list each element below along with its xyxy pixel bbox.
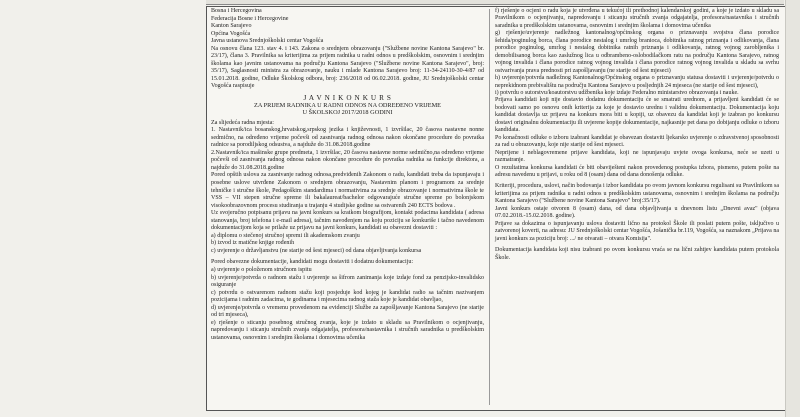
- extra-doc-item: c) potvrdu o ostvarenom radnom stažu koji posjeduje kod kojeg je kandidat radio sa tačnim nazivanjem pozicijama i radnim zadacima, te godinama i mjesecima radnog staža koje je kandidat obavljao,: [211, 289, 484, 304]
- header-block: [211, 8, 484, 46]
- deadline-paragraph: Javni konkurs ostaje otvoren 8 (osam) dana, od dana objavljivanja u dnevnom listu „Dnevni avaz" (objava 07.02.2018.-15.02.2018. godine).: [495, 205, 779, 220]
- header-line: Javna ustanova Srednjoškolski centar Vogošća: [211, 38, 324, 45]
- column-divider: [489, 9, 490, 405]
- incomplete-applications-paragraph: Neprijene i neblagovremene prijave kandidata, koji ne ispunjavaju uvjete ovoga konkursa, neće se uzeti u razmatranje.: [495, 149, 779, 164]
- header-line: Kanton Sarajevo: [211, 23, 252, 30]
- scoring-paragraph: Prijava kandidati koji nije dostavio dodatnu dokumentaciju će se smatrati urednom, a prijavljeni kandidati će se bodovati samo po osnovu onih kriterija za koje je dostavio urednu i validnu dokumentaciju. Dokumentacija koju kandidat dostavlja uz prijavu na konkurs mora biti u kopiji, uz obavezu da kandidat koji je izabran po konkursu dostavi originalnu dokumentaciju ili uvjerene kopije dokumentacije, najkasnije pet dana po dobijanju odluke o izboru kandidata.: [495, 97, 779, 134]
- position-item: 1. Nastavnik/ica bosanskog,hrvatskog,srpskog jezika i književnosti, 1 izvršilac, 20 časova nastavne nonne sedmično, na određeno vrijeme počevši od zasnivanja radnog odnosa nakon okončane procedure do povratka radnice sa porodiljskog odsustva, a najduže do 31.08.2018.godine: [211, 127, 484, 149]
- application-paragraph: Uz svojeručno potpisanu prijavu na javni konkurs sa kratkom biografijom, kontakt podacima kandidata ( adresa stanovanja, broj telefona i e-mail adresa), tačnim navođenjem na koju poziciju se konkuriše i tačno navedenom dokumentacijom koja se prilaže uz prijavu na javni konkurs, kandidati su obavezni dostaviti :: [211, 210, 484, 232]
- required-doc-item: b) izvod iz matične knjige rođenih: [211, 240, 295, 247]
- previous-article-edge: [206, 0, 784, 5]
- announcement-subtitle: ZA PRIJEM RADNIKA U RADNI ODNOS NA ODREĐENO VRIJEME: [253, 102, 442, 110]
- conditions-paragraph: Pored opštih uslova za zasnivanje radnog odnosa,predviđenih Zakonom o radu, kandidati treba da ispunjavaju i posebne uslove utvrđene Zakonom o srednjem obrazovanju, Nastavnim planom i programom za srednje tehničke i stručne škole, Pedagoškim standardima i normativima za srednje obrazovanje i normativima škole te VSS – VII stepen stručne spreme ili bakalaureat/bachelor odgovarajuće stručne spreme po bolonjskom visokoobrazovnom procesu studiranja u trajanju 4 studijske godine sa ostvarenih 240 ECTS bodova .: [211, 172, 484, 209]
- medical-certificate-paragraph: Po konačnosti odluke o izboru izabrani kandidat je obavezan dostaviti ljekarsko uvjerenje o zdravstvenoj sposobnosti za rad u obrazovanju, koje nije starije od šest mjeseci.: [495, 134, 779, 149]
- document-item: h) uvjerenje/potvrda nadležnog Kantonalnog/Općinskog organa o priznavanju statusa dostaviti i uvjerenje/potvrdu o neprekidnom prebivalištu na području Kantona Sarajevo u posljednjih 24 mjeseca (ne starije od šest mjeseci),: [495, 75, 779, 89]
- extra-doc-item: d) uvjerenje/potvrda o vremenu provedenom na evidenciji Službe za zapošljavanje Kantona Sarajevo (ne starije od tri mjeseca),: [211, 304, 484, 319]
- document-item: i) potvrdu o sutorstvu/koautorstvu udžbenika koje izdaje Federalno ministarstvo obrazovanja i nauke.: [495, 89, 739, 96]
- header-line: Općina Vogošća: [211, 30, 251, 37]
- extra-docs-heading: Pored obavezne dokumentacije, kandidati mogu dostaviti i dodatnu dokumentaciju:: [211, 259, 414, 266]
- extra-doc-item: b) uvjerenje/potvrda o radnom stažu i uvjerenje sa šifrom zanimanja koje izdaje fond za penzijsko-invalidsko osiguranje: [211, 274, 484, 289]
- submission-paragraph: Prijave sa dokazima o ispunjavanju uslova dostaviti lično na protokol Škole ili poslati putem pošte, isključivo u zatvorenoj koverti, na adresu: JU Srednjoškolski centar Vogošća, Jošanička br.119, Vogošća, sa naznakom „Prijava na javni konkurs za poziciju broj: .../ ne otvarati – otvara Komisija".: [495, 220, 779, 242]
- criteria-paragraph: Kriteriji, procedura, uslovi, način bodovanja i izbor kandidata po ovom javnom konkursu regulisani su Pravilnikom sa kriterijima za prijem radnika u radni odnos u predškolskim ustanovama, osnovnim i srednjim školama na području Kantona Sarajevo ("Službene novine Kantona Sarajevo" broj:35/17).: [495, 183, 779, 205]
- return-docs-paragraph: Dokumentacija kandidata koji nisu izabrani po ovom konkursu vraća se na lični zahtjev kandidata putem protokola Škole.: [495, 247, 779, 261]
- extra-doc-item: e) rješenje o sticanju posebnog stručnog zvanja, koje je izdato u skladu sa Pravilnikom o ocjenjivanju, napredovanju i sticanju stručnih zvanja odgajatelja, profesora/nastavnika i stručnih saradnika u predškolskim ustanovama, osnovnim i srednjim školama i domovima učenika: [211, 319, 484, 341]
- right-column: [495, 8, 779, 262]
- legal-basis-paragraph: Na osnovu člana 123. stav 4. i 143. Zakona o srednjem obrazovanju ("Službene novine Kantona Sarajevo" br. 23/17), člana 3. Pravilnika sa kriterijima za prijem radnika u radni odnos u predškolskim, osnovnim i srednjim školama kao javnim ustanovama na području Kantona Sarajevo ("Službene novine Kantona Sarajevo", broj: 35/17), Saglasnosti ministra za obrazovanje, nauku i mladе Kantona Sarajevo broj: 11-34-24110-30-4/87 od 15.01.2018. godine, Odluke Školskog odbora, broj: 236/2018 od 06.02.2018. godine, JU Srednjoškolski centar Vogošća raspisuje: [211, 45, 484, 90]
- required-doc-item: c) uvjerenje o državljanstvu (ne starije od šest mjeseci) od dana objavljivanja konkursa: [211, 247, 422, 254]
- position-item: 2.Nastavnik/ica mašinske grupe predmeta, 1 izvršilac, 20 časova nastavne norme sedmično,na određeno vrijeme počevši od zasnivanja radnog odnosa nakon okončane procedure do povratka radnika sa funkcije direktora, a najduže do 31.08.2018.godine: [211, 149, 484, 171]
- left-column: [211, 8, 484, 342]
- header-line: Federacija Bosne i Hercegovine: [211, 15, 289, 22]
- positions-heading: Za slijedeća radna mjesta:: [211, 119, 274, 126]
- document-item: g) rješenje/uvjerenje nadležnog kantonalnog/općinskog organa o priznavanju svojstva člana porodice šehida/poginulog borca, člana porodice nestalog i umrlog branioca, dobitnika ratnog priznanja i odlikovanja, člana porodice poginulog, umrlog i nestalog dobitnika ratnih priznanja i odlikovanja, ratnog vojnog zarobljenika i demobilisanog borca kao zaslužnog lica u odbrambeno-oslobodilačkom ratu na području Kantona Sarajevo, ratnog vojnog invalida i člana porodice ratnog vojnog invalida i člana porodice ratnog vojnog invalida u skladu sa svrhu ostvarivanja prava prednosti pri zapošljavanju (ne starije od šest mjeseci): [495, 30, 779, 74]
- required-doc-item: a) diplomu o stečenoj stručnoj spremi ili akademskom zvanju: [211, 232, 360, 239]
- document-item: f) rješenje o ocjeni o radu koja je utvrđena u tekućoj ili prethodnoj kalendarskoj godini, a koje je izdato u skladu sa Pravilnikom o ocjenjivanju, napredovanju i sticanju stručnih zvanja odgajatelja, profesora/nastavnika i stručnih saradnika u predškolskim ustanovama, osnovnim i srednjim školama i domovima učenika: [495, 8, 779, 29]
- page-edge: [785, 0, 800, 417]
- extra-doc-item: a) uvjerenje o položenom stručnom ispitu: [211, 267, 312, 273]
- announcement-title: J A V N I K O N K U R S: [303, 94, 392, 103]
- results-paragraph: O rezultatima konkursa kandidati će biti obaviješteni nakon provedenog postupka izbora, pismeno, putem pošte na adresu navedenu u prijavi, u roku od 8 (osam) dana od dana donošenja odluke.: [495, 164, 779, 178]
- announcement-school-year: U ŠKOLSKOJ 2017/2018 GODINI: [302, 109, 393, 117]
- header-line: Bosna i Hercegovina: [211, 8, 262, 14]
